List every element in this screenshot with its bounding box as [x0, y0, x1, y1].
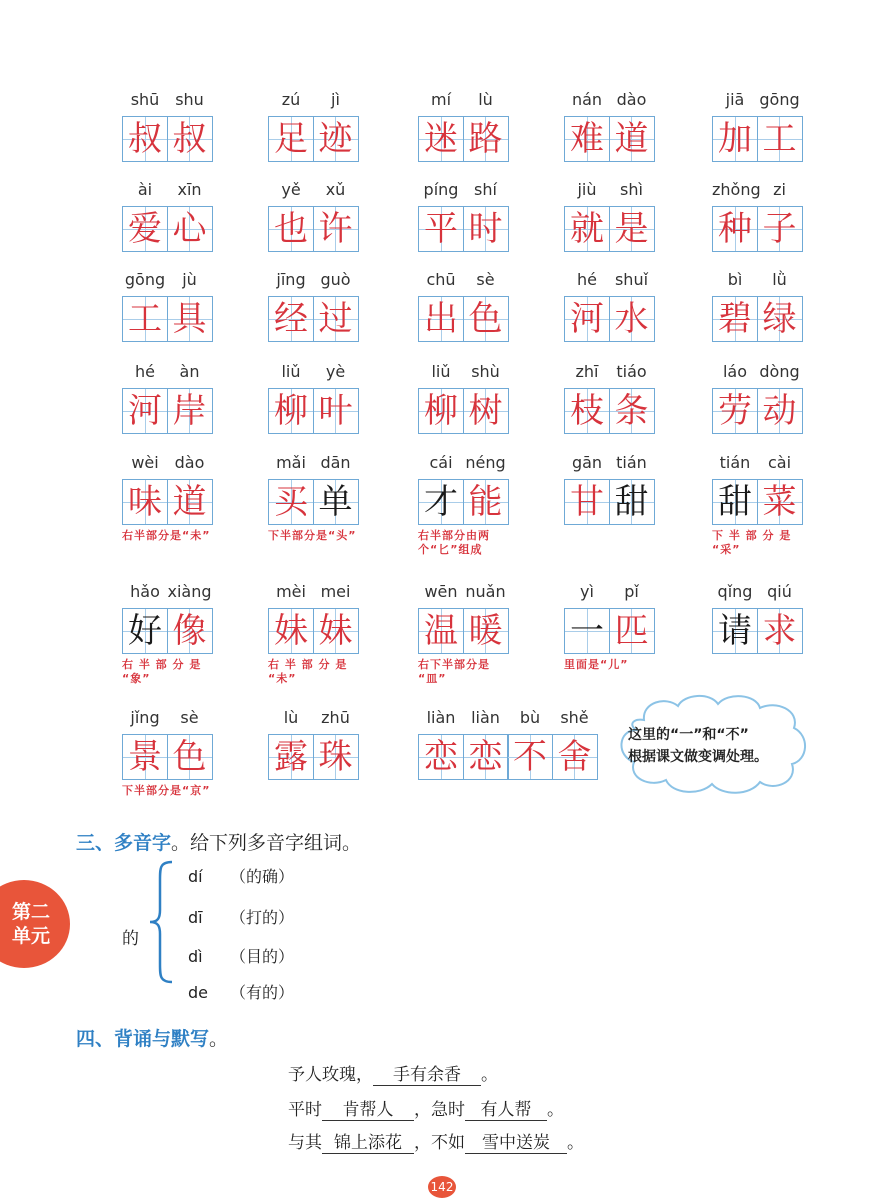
hanzi-char: 迷	[424, 119, 458, 159]
pinyin-label: wèi	[131, 453, 159, 472]
tianzige-cell	[313, 388, 359, 434]
tianzige-cell	[418, 388, 464, 434]
tianzige-word	[122, 116, 213, 162]
hanzi-char: 工	[762, 119, 797, 159]
tianzige-cell	[167, 734, 213, 780]
pinyin-label: jì	[331, 90, 340, 109]
tianzige-cell	[167, 388, 213, 434]
tianzige-cell	[418, 296, 464, 342]
recite-text: ，不如	[414, 1133, 465, 1153]
pinyin-label: gān	[571, 453, 603, 472]
tianzige-word	[712, 608, 803, 654]
hanzi-char: 迹	[318, 119, 353, 159]
page-number-text: 142	[430, 1180, 454, 1194]
pinyin-label: mèi	[276, 582, 306, 601]
hanzi-char: 舍	[557, 737, 592, 777]
tianzige-cell	[712, 608, 758, 654]
tianzige-word	[418, 608, 509, 654]
stroke-hint-note: 下半部分是“京”	[122, 784, 211, 797]
pinyin-label: liàn	[471, 708, 500, 727]
tianzige-word	[418, 388, 509, 434]
pinyin-label: shū	[130, 90, 160, 109]
pinyin-label: lù	[283, 708, 299, 727]
tianzige-word	[564, 388, 655, 434]
tianzige-cell	[122, 734, 168, 780]
tianzige-cell	[757, 116, 803, 162]
pinyin-label: xīn	[177, 180, 202, 199]
hanzi-char: 妹	[274, 611, 308, 651]
tianzige-word	[122, 479, 213, 525]
hanzi-char: 河	[570, 299, 604, 339]
tianzige-cell	[564, 116, 610, 162]
hanzi-char: 足	[274, 119, 308, 159]
hanzi-char: 工	[128, 299, 162, 339]
page-number	[428, 1176, 456, 1198]
recite-text: 。	[481, 1065, 498, 1085]
tianzige-cell	[463, 116, 509, 162]
hanzi-char: 恋	[424, 737, 458, 777]
pinyin-label: pǐ	[624, 582, 639, 601]
recite-answer: 手有余香	[373, 1060, 481, 1086]
polyphone-char: 的	[122, 929, 139, 949]
tianzige-cell	[268, 479, 314, 525]
hanzi-char: 甜	[614, 482, 649, 522]
hanzi-char: 就	[570, 209, 604, 249]
tianzige-cell	[167, 479, 213, 525]
recite-text: 。	[547, 1100, 564, 1120]
hanzi-char: 珠	[318, 737, 353, 777]
tianzige-word	[712, 116, 803, 162]
pinyin-label: xǔ	[325, 180, 346, 199]
tianzige-cell	[712, 388, 758, 434]
tianzige-cell	[564, 296, 610, 342]
pinyin-label: mí	[430, 90, 452, 109]
hanzi-char: 甜	[718, 482, 752, 522]
tianzige-word	[122, 206, 213, 252]
tianzige-cell	[463, 479, 509, 525]
tianzige-word	[268, 116, 359, 162]
polyphone-pinyin: dí	[188, 867, 203, 886]
tianzige-cell	[418, 608, 464, 654]
hanzi-char: 爱	[128, 209, 162, 249]
tianzige-cell	[167, 206, 213, 252]
pinyin-label: jīng	[276, 270, 306, 289]
tianzige-cell	[418, 116, 464, 162]
pinyin-label: yě	[281, 180, 301, 199]
cloud-note	[614, 690, 814, 800]
unit-badge	[0, 880, 70, 968]
pinyin-label: píng	[423, 180, 459, 199]
hanzi-char: 景	[128, 737, 162, 777]
hanzi-char: 不	[513, 737, 547, 777]
tianzige-cell	[268, 296, 314, 342]
tianzige-cell	[564, 479, 610, 525]
tianzige-cell	[609, 296, 655, 342]
pinyin-label: yì	[580, 582, 594, 601]
tianzige-word	[268, 296, 359, 342]
polyphone-item	[188, 944, 294, 967]
tianzige-cell	[712, 479, 758, 525]
tianzige-cell	[122, 116, 168, 162]
tianzige-word	[712, 206, 803, 252]
recite-text: 予人玫瑰，	[288, 1065, 373, 1085]
hanzi-char: 也	[274, 209, 308, 249]
hanzi-char: 树	[468, 391, 503, 431]
hanzi-char: 心	[172, 209, 207, 249]
pinyin-label: chū	[426, 270, 456, 289]
tianzige-cell	[463, 734, 509, 780]
pinyin-label: gōng	[124, 270, 166, 289]
recite-text: ，急时	[414, 1100, 465, 1120]
tianzige-cell	[122, 479, 168, 525]
cloud-note-line2: 根据课文做变调处理。	[628, 749, 768, 765]
tianzige-cell	[757, 206, 803, 252]
polyphone-item	[188, 905, 294, 928]
hanzi-char: 具	[172, 299, 207, 339]
stroke-hint-note: 右 半 部 分 是 “象”	[122, 658, 202, 685]
pinyin-label: shě	[560, 708, 589, 727]
pinyin-label: zhī	[575, 362, 599, 381]
recite-text: 与其	[288, 1133, 322, 1153]
hanzi-char: 甘	[570, 482, 604, 522]
pinyin-label: zhǒng	[712, 180, 761, 199]
hanzi-char: 碧	[718, 299, 752, 339]
hanzi-char: 好	[128, 611, 162, 651]
tianzige-cell	[122, 296, 168, 342]
pinyin-label: lǜ	[772, 270, 787, 289]
recite-answer: 锦上添花	[322, 1128, 414, 1154]
tianzige-cell	[313, 608, 359, 654]
tianzige-cell	[609, 608, 655, 654]
tianzige-cell	[313, 296, 359, 342]
polyphone-item	[188, 864, 294, 887]
tianzige-cell	[712, 206, 758, 252]
pinyin-label: zi	[773, 180, 786, 199]
pinyin-label: zú	[281, 90, 301, 109]
recite-answer: 有人帮	[465, 1095, 547, 1121]
tianzige-word	[712, 388, 803, 434]
pinyin-label: dào	[174, 453, 205, 472]
hanzi-char: 请	[718, 611, 752, 651]
tianzige-cell	[268, 388, 314, 434]
brace-icon	[146, 860, 176, 984]
section4-heading	[76, 1024, 228, 1051]
pinyin-label: lù	[478, 90, 493, 109]
hanzi-char: 水	[614, 299, 649, 339]
pinyin-label: hǎo	[130, 582, 160, 601]
tianzige-cell	[712, 116, 758, 162]
recite-line-3	[288, 1128, 584, 1154]
tianzige-word	[268, 206, 359, 252]
tianzige-word	[418, 734, 598, 780]
tianzige-cell	[757, 479, 803, 525]
hanzi-char: 子	[762, 209, 797, 249]
pinyin-label: mei	[320, 582, 351, 601]
tianzige-word	[418, 296, 509, 342]
hanzi-char: 匹	[614, 611, 649, 651]
tianzige-word	[268, 479, 359, 525]
tianzige-cell	[313, 206, 359, 252]
polyphone-word: （有的）	[230, 983, 295, 1002]
pinyin-label: cái	[429, 453, 453, 472]
stroke-hint-note: 右半部分由两 个“匕”组成	[418, 529, 490, 556]
tianzige-word	[268, 734, 359, 780]
tianzige-cell	[757, 388, 803, 434]
pinyin-label: néng	[465, 453, 506, 472]
pinyin-label: tiáo	[616, 362, 647, 381]
hanzi-char: 妹	[318, 611, 353, 651]
tianzige-cell	[564, 608, 610, 654]
hanzi-char: 平	[424, 209, 458, 249]
hanzi-char: 暖	[468, 611, 503, 651]
hanzi-char: 菜	[762, 482, 797, 522]
tianzige-cell	[507, 734, 553, 780]
polyphone-pinyin: dì	[188, 947, 203, 966]
stroke-hint-note: 下 半 部 分 是 “采”	[712, 529, 792, 556]
hanzi-char: 时	[468, 209, 503, 249]
polyphone-word: （的确）	[230, 867, 295, 886]
tianzige-cell	[167, 116, 213, 162]
tianzige-cell	[552, 734, 598, 780]
tianzige-word	[122, 296, 213, 342]
hanzi-char: 绿	[762, 299, 797, 339]
tianzige-cell	[268, 734, 314, 780]
recite-text: 。	[567, 1133, 584, 1153]
section3-heading	[76, 828, 361, 855]
tianzige-cell	[418, 734, 464, 780]
hanzi-char: 买	[274, 482, 308, 522]
pinyin-label: láo	[722, 362, 748, 381]
tianzige-word	[712, 296, 803, 342]
pinyin-label: nán	[571, 90, 603, 109]
tianzige-word	[712, 479, 803, 525]
pinyin-label: dān	[320, 453, 351, 472]
tianzige-cell	[609, 388, 655, 434]
hanzi-char: 枝	[570, 391, 604, 431]
pinyin-label: shí	[474, 180, 497, 199]
hanzi-char: 像	[172, 611, 207, 651]
recite-answer: 肯帮人	[322, 1095, 414, 1121]
hanzi-char: 道	[614, 119, 649, 159]
tianzige-cell	[418, 206, 464, 252]
pinyin-label: ài	[137, 180, 153, 199]
pinyin-label: liàn	[426, 708, 456, 727]
tianzige-cell	[313, 734, 359, 780]
pinyin-label: shuǐ	[614, 270, 649, 289]
pinyin-label: jù	[182, 270, 197, 289]
tianzige-cell	[609, 116, 655, 162]
hanzi-char: 出	[424, 299, 458, 339]
cloud-note-line1: 这里的“一”和“不”	[628, 727, 749, 743]
tianzige-cell	[268, 206, 314, 252]
hanzi-char: 道	[172, 482, 207, 522]
pinyin-label: nuǎn	[465, 582, 506, 601]
hanzi-char: 才	[424, 482, 458, 522]
hanzi-char: 是	[614, 209, 649, 249]
hanzi-char: 加	[718, 119, 752, 159]
hanzi-char: 河	[128, 391, 162, 431]
pinyin-label: zhū	[321, 708, 350, 727]
pinyin-label: yè	[325, 362, 346, 381]
pinyin-label: shù	[471, 362, 500, 381]
hanzi-char: 条	[614, 391, 649, 431]
hanzi-char: 一	[570, 611, 604, 651]
hanzi-char: 许	[318, 209, 353, 249]
hanzi-char: 劳	[718, 391, 752, 431]
unit-badge-line2: 单元	[12, 925, 51, 947]
section3-instruction: 。给下列多音字组词。	[171, 832, 362, 854]
pinyin-label: wēn	[424, 582, 458, 601]
stroke-hint-note: 右下半部分是 “皿”	[418, 658, 490, 685]
recite-line-2	[288, 1095, 564, 1121]
tianzige-cell	[463, 296, 509, 342]
pinyin-label: liǔ	[281, 362, 301, 381]
pinyin-label: sè	[476, 270, 495, 289]
polyphone-word: （目的）	[230, 947, 295, 966]
tianzige-cell	[609, 479, 655, 525]
tianzige-word	[122, 734, 213, 780]
pinyin-label: bì	[727, 270, 743, 289]
section4-title: 背诵与默写	[114, 1028, 210, 1050]
pinyin-label: cài	[767, 453, 792, 472]
section4-punct: 。	[209, 1028, 229, 1050]
tianzige-cell	[313, 479, 359, 525]
pinyin-label: jǐng	[130, 708, 160, 727]
tianzige-word	[122, 608, 213, 654]
pinyin-label: jiù	[577, 180, 597, 199]
hanzi-char: 单	[318, 482, 353, 522]
tianzige-cell	[712, 296, 758, 342]
hanzi-char: 色	[468, 299, 503, 339]
hanzi-char: 岸	[172, 391, 207, 431]
pinyin-label: qiú	[767, 582, 792, 601]
tianzige-word	[564, 479, 655, 525]
tianzige-cell	[122, 608, 168, 654]
hanzi-char: 经	[274, 299, 308, 339]
recite-text: 平时	[288, 1100, 322, 1120]
pinyin-label: jiā	[725, 90, 745, 109]
hanzi-char: 温	[424, 611, 458, 651]
hanzi-char: 恋	[468, 737, 503, 777]
tianzige-cell	[463, 608, 509, 654]
hanzi-char: 难	[570, 119, 604, 159]
polyphone-pinyin: dī	[188, 908, 203, 927]
tianzige-word	[418, 479, 509, 525]
section3-title: 多音字	[114, 832, 172, 854]
tianzige-cell	[609, 206, 655, 252]
tianzige-word	[418, 116, 509, 162]
section3-number: 三、	[76, 832, 115, 854]
tianzige-cell	[564, 388, 610, 434]
hanzi-char: 路	[468, 119, 503, 159]
unit-badge-line1: 第二	[12, 901, 51, 923]
tianzige-cell	[313, 116, 359, 162]
pinyin-label: mǎi	[276, 453, 306, 472]
pinyin-label: sè	[180, 708, 199, 727]
tianzige-cell	[757, 608, 803, 654]
pinyin-label: tián	[719, 453, 751, 472]
hanzi-char: 柳	[424, 391, 458, 431]
pinyin-label: hé	[577, 270, 597, 289]
tianzige-cell	[564, 206, 610, 252]
pinyin-label: bù	[519, 708, 541, 727]
polyphone-pinyin: de	[188, 983, 208, 1002]
tianzige-word	[564, 206, 655, 252]
tianzige-cell	[757, 296, 803, 342]
tianzige-cell	[463, 206, 509, 252]
hanzi-char: 叔	[172, 119, 207, 159]
recite-line-1	[288, 1060, 498, 1086]
pinyin-label: guò	[320, 270, 351, 289]
stroke-hint-note: 右半部分是“未”	[122, 529, 211, 542]
hanzi-char: 叔	[128, 119, 162, 159]
tianzige-cell	[268, 116, 314, 162]
tianzige-cell	[122, 206, 168, 252]
hanzi-char: 柳	[274, 391, 308, 431]
pinyin-label: hé	[135, 362, 155, 381]
pinyin-label: gōng	[759, 90, 800, 109]
tianzige-word	[418, 206, 509, 252]
tianzige-cell	[268, 608, 314, 654]
polyphone-word: （打的）	[230, 908, 295, 927]
recite-answer: 雪中送炭	[465, 1128, 567, 1154]
tianzige-word	[564, 116, 655, 162]
pinyin-label: liǔ	[431, 362, 451, 381]
tianzige-word	[564, 608, 655, 654]
section4-number: 四、	[76, 1028, 115, 1050]
hanzi-char: 种	[718, 209, 752, 249]
hanzi-char: 叶	[318, 391, 353, 431]
stroke-hint-note: 右 半 部 分 是 “未”	[268, 658, 348, 685]
tianzige-cell	[122, 388, 168, 434]
hanzi-char: 味	[128, 482, 162, 522]
pinyin-label: dào	[616, 90, 647, 109]
hanzi-char: 色	[172, 737, 207, 777]
pinyin-label: dòng	[759, 362, 800, 381]
tianzige-word	[268, 608, 359, 654]
tianzige-word	[564, 296, 655, 342]
tianzige-cell	[167, 296, 213, 342]
hanzi-char: 露	[274, 737, 308, 777]
tianzige-word	[268, 388, 359, 434]
pinyin-label: xiàng	[167, 582, 212, 601]
pinyin-label: tián	[616, 453, 647, 472]
polyphone-item	[188, 980, 294, 1003]
hanzi-char: 过	[318, 299, 353, 339]
hanzi-char: 求	[762, 611, 797, 651]
pinyin-label: àn	[179, 362, 200, 381]
tianzige-cell	[167, 608, 213, 654]
hanzi-char: 能	[468, 482, 503, 522]
pinyin-label: qǐng	[717, 582, 753, 601]
tianzige-word	[122, 388, 213, 434]
pinyin-label: shu	[175, 90, 204, 109]
tianzige-cell	[418, 479, 464, 525]
pinyin-label: shì	[620, 180, 643, 199]
hanzi-char: 动	[762, 391, 797, 431]
tianzige-cell	[463, 388, 509, 434]
stroke-hint-note: 里面是“儿”	[564, 658, 629, 671]
stroke-hint-note: 下半部分是“头”	[268, 529, 357, 542]
